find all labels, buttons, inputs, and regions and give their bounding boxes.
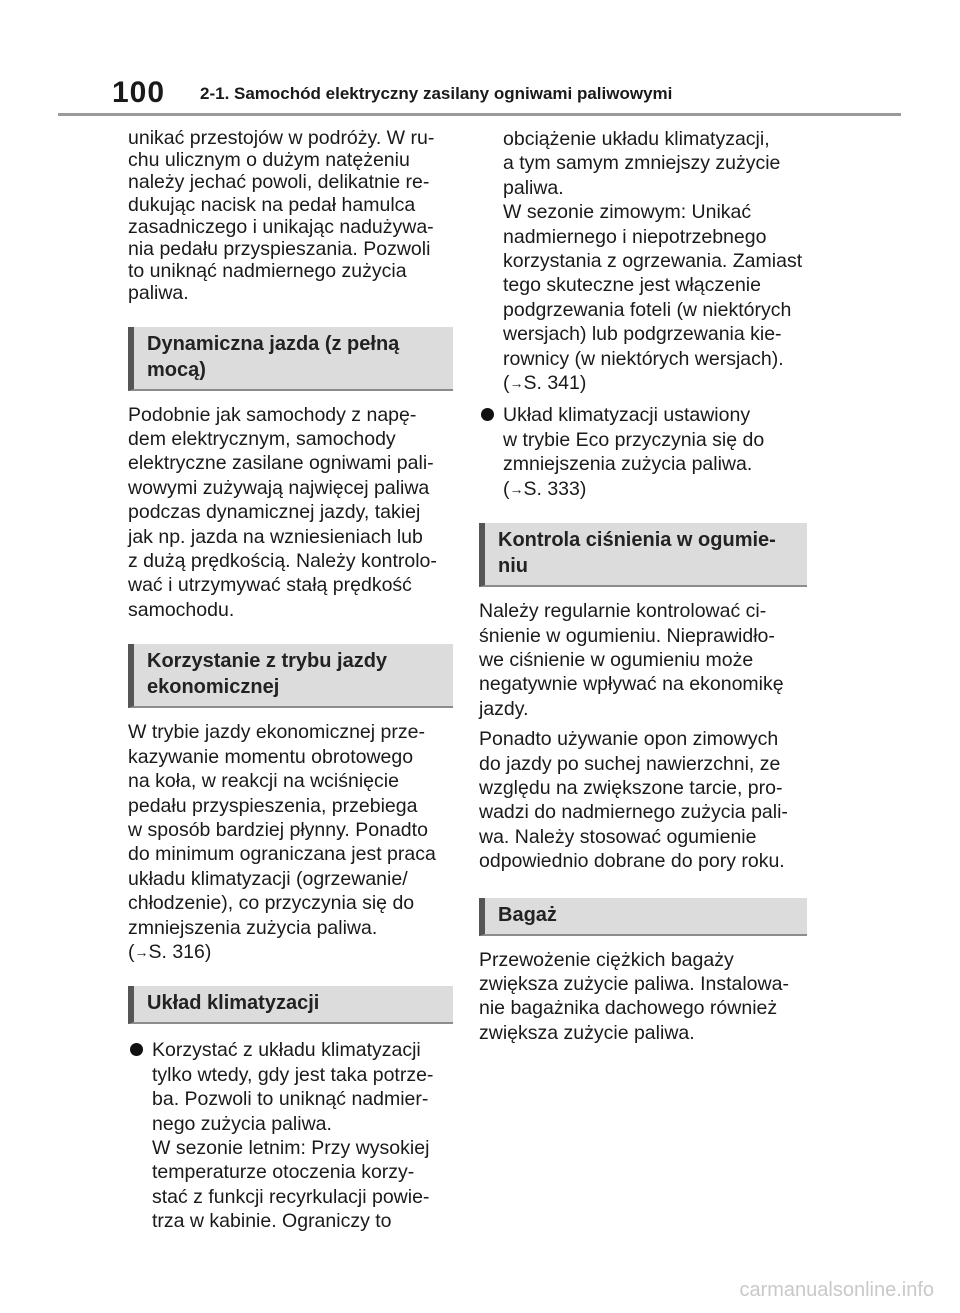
text-line: jazdy. xyxy=(479,697,529,720)
heading-dynamic-driving xyxy=(128,327,453,391)
header-divider xyxy=(58,113,901,116)
text-line: Przewożenie ciężkich bagaży xyxy=(479,948,734,971)
text-line: zmniejszenia zużycia paliwa. xyxy=(128,916,378,939)
text-line: chłodzenie), co przyczynia się do xyxy=(128,892,415,915)
text-line: paliwa. xyxy=(503,176,564,199)
text-line: wersjach) lub podgrzewania kie- xyxy=(503,323,782,346)
heading-line: Układ klimatyzacji xyxy=(147,992,320,1015)
arrow-right-icon: → xyxy=(509,375,524,392)
text-line: względu na zwiększone tarcie, pro- xyxy=(479,776,783,799)
heading-line: mocą) xyxy=(147,358,206,381)
text-line: a tym samym zmniejszy zużycie xyxy=(503,152,781,175)
ac-bullet-item xyxy=(130,1038,453,1233)
text-line: samochodu. xyxy=(128,598,235,621)
luggage-paragraph xyxy=(479,948,807,1046)
text-line: Należy regularnie kontrolować ci- xyxy=(479,600,767,623)
text-line: wowymi zużywają najwięcej paliwa xyxy=(128,476,430,499)
dynamic-driving-paragraph xyxy=(128,403,453,623)
text-line: jak np. jazda na wzniesieniach lub xyxy=(128,525,423,548)
text-line: ba. Pozwoli to uniknąć nadmier- xyxy=(152,1088,429,1111)
heading-line: Kontrola ciśnienia w ogumie- xyxy=(498,529,776,552)
text-line: należy jechać powoli, delikatnie re- xyxy=(128,171,430,194)
bullet-icon xyxy=(481,408,494,421)
heading-line: Korzystanie z trybu jazdy xyxy=(147,650,388,673)
text-line: wadzi do nadmiernego zużycia pali- xyxy=(479,801,788,824)
tire-paragraph-1 xyxy=(479,599,807,721)
text-line: w sposób bardziej płynny. Ponadto xyxy=(128,818,428,841)
text-line: obciążenie układu klimatyzacji, xyxy=(503,128,770,150)
text-line: śnienie w ogumieniu. Nieprawidło- xyxy=(479,624,775,647)
text-line: wa. Należy stosować ogumienie xyxy=(479,825,757,848)
text-line: dem elektrycznym, samochody xyxy=(128,428,396,451)
text-line: chu ulicznym o dużym natężeniu xyxy=(128,149,410,172)
text-line: wać i utrzymywać stałą prędkość xyxy=(128,574,412,597)
text-line: nia pedału przyspieszania. Pozwoli xyxy=(128,238,431,261)
ref-paren: ( xyxy=(503,477,510,500)
section-title: 2-1. Samochód elektryczny zasilany ogniwami paliwowymi xyxy=(200,84,673,103)
text-line: to uniknąć nadmiernego zużycia xyxy=(128,260,407,283)
text-line: negatywnie wpływać na ekonomikę xyxy=(479,673,784,696)
page-reference xyxy=(503,371,807,395)
text-line: Ponadto używanie opon zimowych xyxy=(479,728,779,751)
text-line: Korzystać z układu klimatyzacji xyxy=(152,1039,421,1062)
text-line: do jazdy po suchej nawierzchni, ze xyxy=(479,752,781,775)
text-line: Układ klimatyzacji ustawiony xyxy=(503,404,751,427)
eco-ac-bullet-item xyxy=(481,403,807,501)
text-line: zwiększa zużycie paliwa. Instalowa- xyxy=(479,972,789,995)
text-line: we ciśnienie w ogumieniu może xyxy=(479,648,754,671)
text-line: stać z funkcji recyrkulacji powie- xyxy=(152,1185,430,1208)
text-line: do minimum ograniczana jest praca xyxy=(128,843,436,866)
watermark-text: carmanualsonline.info xyxy=(739,1279,934,1301)
heading-air-conditioning xyxy=(128,986,453,1024)
ref-paren: ( xyxy=(503,372,510,395)
text-line: tylko wtedy, gdy jest taka potrze- xyxy=(152,1063,434,1086)
text-line: elektryczne zasilane ogniwami pali- xyxy=(128,452,434,475)
text-line: podgrzewania foteli (w niektórych xyxy=(503,298,792,321)
text-line: na koła, w reakcji na wciśnięcie xyxy=(128,770,399,793)
ref-page: S. 341) xyxy=(523,372,587,395)
heading-line: ekonomicznej xyxy=(147,676,280,699)
tire-paragraph-2 xyxy=(479,727,807,873)
page-reference xyxy=(128,940,453,964)
text-line: dukując nacisk na pedał hamulca xyxy=(128,193,416,216)
arrow-right-icon: → xyxy=(134,943,149,960)
text-line: z dużą prędkością. Należy kontrolo- xyxy=(128,550,437,573)
heading-eco-mode xyxy=(128,644,453,708)
right-column xyxy=(479,127,807,1045)
text-line: zasadniczego i unikając nadużywa- xyxy=(128,215,434,238)
text-line: W trybie jazdy ekonomicznej prze- xyxy=(128,721,425,744)
text-line: pedału przyspieszenia, przebiega xyxy=(128,794,418,817)
text-line: unikać przestojów w podróży. W ru- xyxy=(128,127,435,149)
text-line: korzystania z ogrzewania. Zamiast xyxy=(503,250,803,273)
text-line: nadmiernego i niepotrzebnego xyxy=(503,225,767,248)
text-line: nie bagażnika dachowego również xyxy=(479,997,778,1020)
text-line: w trybie Eco przyczynia się do xyxy=(503,428,765,451)
text-line: temperaturze otoczenia korzy- xyxy=(152,1161,415,1184)
text-line: W sezonie zimowym: Unikać xyxy=(503,201,752,224)
heading-line: Dynamiczna jazda (z pełną xyxy=(147,332,400,355)
text-line: trza w kabinie. Ograniczy to xyxy=(152,1210,392,1233)
text-line: podczas dynamicznej jazdy, takiej xyxy=(128,501,421,524)
ac-continuation xyxy=(479,127,807,395)
text-line: rownicy (w niektórych wersjach). xyxy=(503,347,784,370)
heading-line: niu xyxy=(498,555,528,578)
page-header xyxy=(0,0,960,118)
text-line: tego skuteczne jest włączenie xyxy=(503,274,761,297)
left-column xyxy=(128,127,453,1234)
text-line: kazywanie momentu obrotowego xyxy=(128,745,414,768)
arrow-right-icon: → xyxy=(509,480,524,497)
text-line: zwiększa zużycie paliwa. xyxy=(479,1021,695,1044)
heading-tire-pressure xyxy=(479,523,807,587)
bullet-icon xyxy=(130,1043,143,1056)
ref-paren: ( xyxy=(128,940,135,963)
ref-page: S. 316) xyxy=(148,940,212,963)
text-line: nego zużycia paliwa. xyxy=(152,1112,332,1135)
page-reference xyxy=(503,477,807,501)
ref-page: S. 333) xyxy=(523,477,587,500)
text-line: paliwa. xyxy=(128,282,189,305)
text-line: układu klimatyzacji (ogrzewanie/ xyxy=(128,867,408,890)
heading-line: Bagaż xyxy=(498,903,557,926)
eco-mode-paragraph xyxy=(128,720,453,964)
page-number: 100 xyxy=(112,76,166,109)
text-line: Podobnie jak samochody z napę- xyxy=(128,403,417,426)
text-line: W sezonie letnim: Przy wysokiej xyxy=(152,1136,430,1159)
heading-luggage xyxy=(479,898,807,936)
intro-paragraph xyxy=(128,127,453,305)
text-line: odpowiednio dobrane do pory roku. xyxy=(479,850,785,873)
text-line: zmniejszenia zużycia paliwa. xyxy=(503,453,753,476)
